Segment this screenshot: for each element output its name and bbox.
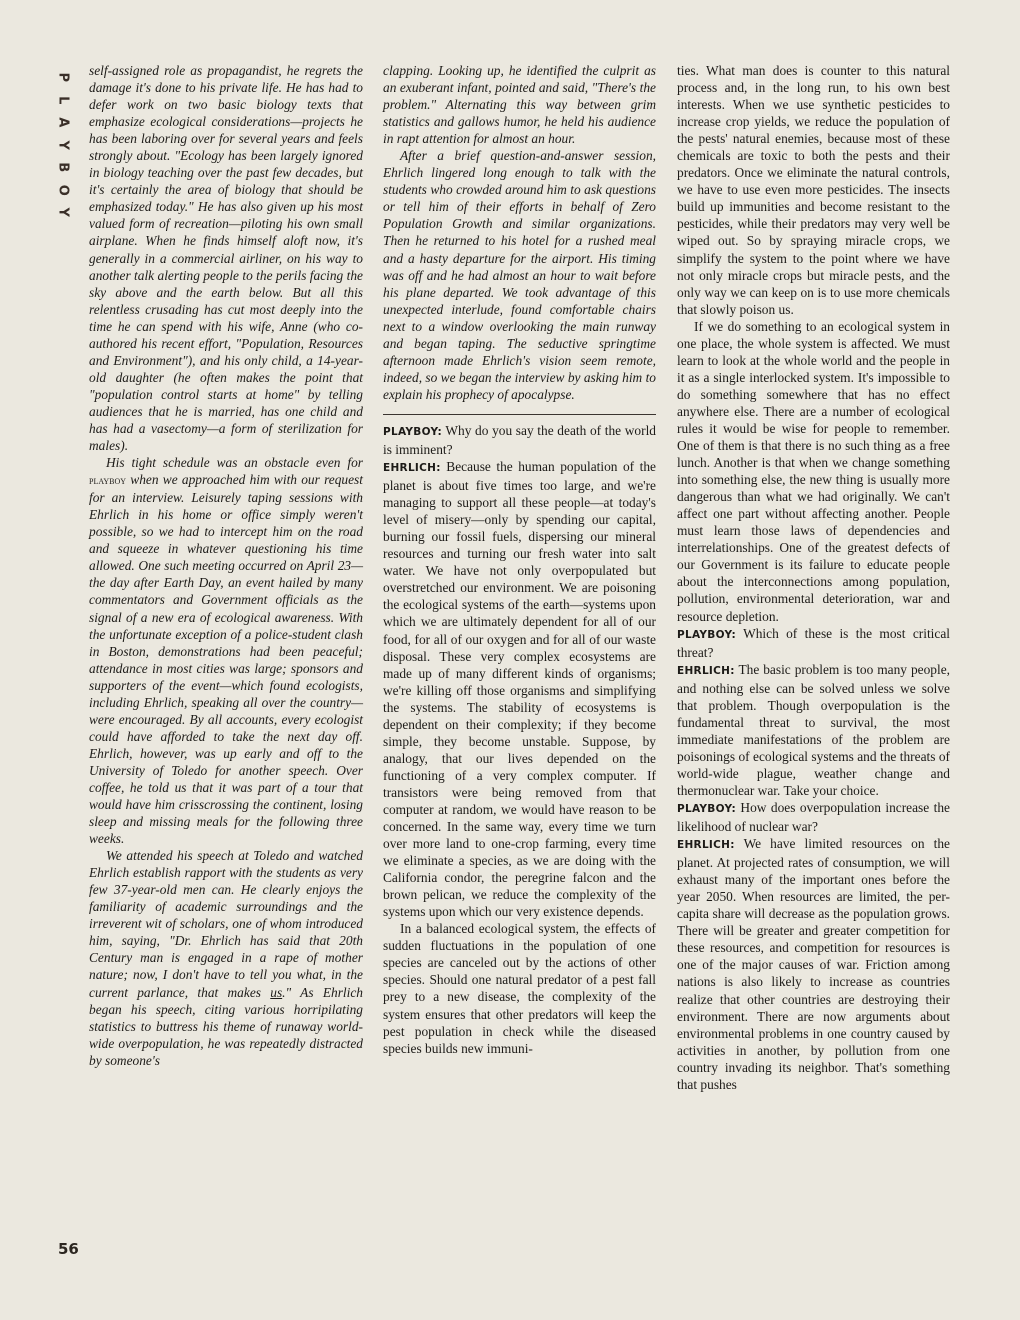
underlined-word: us (270, 984, 283, 1000)
speaker-label: EHRLICH: (677, 839, 735, 852)
speaker-label: PLAYBOY: (677, 628, 736, 641)
body-paragraph: ties. What man does is counter to this natural process and, in the long run, to his own best interests. When we use synthetic pesticides to increase crop yields, we reduce the population of the pests' natural enemies, because most of these chemicals are toxic to both the pests and their predators. Once we eliminate the natural controls, we have to use even more pesticides. The insects build up immunities and become resistant to the pesticides, while their predators may very well be wiped out. So by spraying miracle crops, we simplify the system to the point where we have not only miracle crops but miracle pests, and the only way we can keep on is to use more chemicals that slowly poison us. (677, 63, 950, 317)
masthead-letter: Y (55, 140, 71, 150)
interview-question: PLAYBOY: How does overpopulation increase the likelihood of nuclear war? (677, 800, 950, 835)
masthead-letter: B (55, 162, 71, 173)
intro-paragraph: clapping. Looking up, he identified the culprit as an exuberant infant, pointed and said, "There's the problem." Alternating this way between grim statistics and gallows humor, he held his audience in rapt attention for almost an hour. (383, 63, 656, 147)
masthead-letter: O (55, 184, 71, 196)
speaker-label: EHRLICH: (677, 664, 735, 677)
column-1 (89, 62, 363, 1069)
body-paragraph: If we do something to an ecological system in one place, the whole system is affected. We must learn to look at the whole world and the people in it as a single interlocked system. It's impossible to do something somewhere that has no effect anywhere else. There are a number of ecological rules it would be wise for people to remember. One of them is that there is no such thing as a free lunch. Another is that when we change something into something else, the new thing is usually more dangerous than what we had originally. We can't affect one part without affecting another. People must learn those laws of dependencies and interrelationships. One of the greatest defects of our Government is its failure to educate people about the interconnections among population, pollution, environmental deterioration, war and resource depletion. (677, 318, 950, 624)
interview-question: PLAYBOY: Why do you say the death of the world is imminent? (383, 422, 656, 457)
section-divider (383, 414, 656, 415)
interview-answer: EHRLICH: We have limited resources on the planet. At projected rates of consumption, we will exhaust many of the important ones before the year 2050. When resources are limited, the per-capita share will decrease as the population grows. There will be greater and greater competition for these resources, and competition for resources is one of the major causes of war. Friction among nations is also likely to increase as countries realize that other countries are destroying their environment. There are now arguments about environmental problems in one country caused by activities in another, by pollution from one country invading its neighbor. That's something that pushes (677, 836, 950, 1092)
masthead-playboy (51, 66, 73, 224)
masthead-letter: Y (55, 207, 71, 217)
interview-answer: EHRLICH: Because the human population of the planet is about five times too large, and we're managing to support all these people—at today's level of misery—only by spending our capital, burning our fossil fuels, dispersing our mineral resources and turning our fresh water into salt water. We have not only overpopulated but overstretched our environment. We are poisoning the ecological systems of the earth—systems upon which we are ultimately dependent for all of our food, for all of our oxygen and for all of our waste disposal. These very complex ecosystems are made up of many different kinds of organisms; we're killing off those organisms and simplifying the systems. The stability of ecosystems is dependent on their complexity; if they become simple, they become unstable. Suppose, by analogy, that our lives depended on the functioning of a very complex computer. If transistors were being removed from that computer at random, we would have reason to be concerned. In the same way, every time we turn over more land to one-crop farming, every time we eliminate a species, as we are doing with the California condor, the peregrine falcon and the brown pelican, we reduce the complexity of the systems upon which our very existence depends. (383, 459, 656, 920)
interview-question: PLAYBOY: Which of these is the most critical threat? (677, 625, 950, 660)
column-3 (677, 62, 950, 1093)
masthead-letter: A (55, 117, 71, 128)
intro-paragraph: We attended his speech at Toledo and watched Ehrlich establish rapport with the students as very few 37-year-old men can. He clearly enjoys the familiarity of academic surroundings and the irreverent wit of scholars, one of whom introduced him, saying, "Dr. Ehrlich has said that 20th Century man is engaged in a rape of mother nature; now, I don't have to tell you what, in the current parlance, that makes us." As Ehrlich began his speech, citing various horripilating statistics to buttress his theme of runaway world-wide overpopulation, he was repeatedly distracted by someone's (89, 848, 363, 1068)
intro-paragraph: self-assigned role as propagandist, he regrets the damage it's done to his private life. He has had to defer work on two basic biology texts that emphasize ecological considerations—projects he has been laboring over for several years and feels strongly about. "Ecology has been largely ignored in biology teaching over the past few decades, but it's certainly the area of biology that should be emphasized today." He has also given up his most valued form of recreation—piloting his own small airplane. When he finds himself aloft now, it's generally in a commercial airliner, on his way to another talk alerting people to the perils facing the sky above and the earth below. But all this relentless crusading has cut most deeply into the time he can spend with his wife, Anne (who co-authored his recent effort, "Population, Resources and Environment"), and his only child, a 14-year-old daughter (he often makes the point that "population control starts at home" by telling audiences that he is married, has one child and has had a vasectomy—a form of sterilization for males). (89, 63, 363, 454)
intro-paragraph: After a brief question-and-answer session, Ehrlich lingered long enough to talk with the students who crowded around him to ask questions or tell him of their efforts in behalf of Zero Population Growth and similar organizations. Then he returned to his hotel for a rushed meal and a hasty departure for the airport. His timing was off and he had almost an hour to wait before his plane departed. We took advantage of this unexpected interlude, found comfortable chairs next to a window overlooking the main runway and began taping. The seductive springtime afternoon made Ehrlich's vision seem remote, indeed, so we began the interview by asking him to explain his prophecy of apocalypse. (383, 148, 656, 402)
masthead-letter: L (55, 95, 71, 104)
column-2 (383, 62, 656, 1057)
page-number: 56 (58, 1240, 79, 1258)
masthead-letter: P (55, 72, 71, 83)
intro-paragraph: His tight schedule was an obstacle even for playboy when we approached him with our request for an interview. Leisurely taping sessions with Ehrlich in his home or office simply weren't possible, so we had to intercept him on the road and squeeze in whatever questioning his time allowed. One such meeting occurred on April 23—the day after Earth Day, an event hailed by many commentators and Government officials as the signal of a new era of ecological awareness. With the unfortunate exception of a police-student clash in Boston, demonstrations had been peaceful; attendance in most cities was large; sponsors and supporters of the event—which found ecologists, including Ehrlich, speaking all over the country—were encouraged. By all accounts, every ecologist could have afforded to take the next day off. Ehrlich, however, was up early and off to the University of Toledo for another speech. Over coffee, he told us that it was part of a tour that would have him crisscrossing the continent, losing sleep and missing meals for the following three weeks. (89, 455, 363, 847)
speaker-label: PLAYBOY: (677, 803, 736, 816)
speaker-label: EHRLICH: (383, 462, 441, 475)
playboy-smallcaps: playboy (89, 473, 127, 488)
speaker-label: PLAYBOY: (383, 425, 442, 438)
body-paragraph: In a balanced ecological system, the effects of sudden fluctuations in the population of one species are canceled out by the actions of other species. Should one natural predator of a pest fall prey to a new disease, the complexity of the system ensures that other predators will keep the pest population in check while the diseased species builds new immuni- (383, 921, 656, 1056)
interview-answer: EHRLICH: The basic problem is too many people, and nothing else can be solved unless we solve that problem. Though overpopulation is the fundamental threat to survival, the most immediate manifestations of the problem are poisonings of ecological systems and the threats of world-wide plague, weather change and thermonuclear war. Take your choice. (677, 661, 950, 798)
